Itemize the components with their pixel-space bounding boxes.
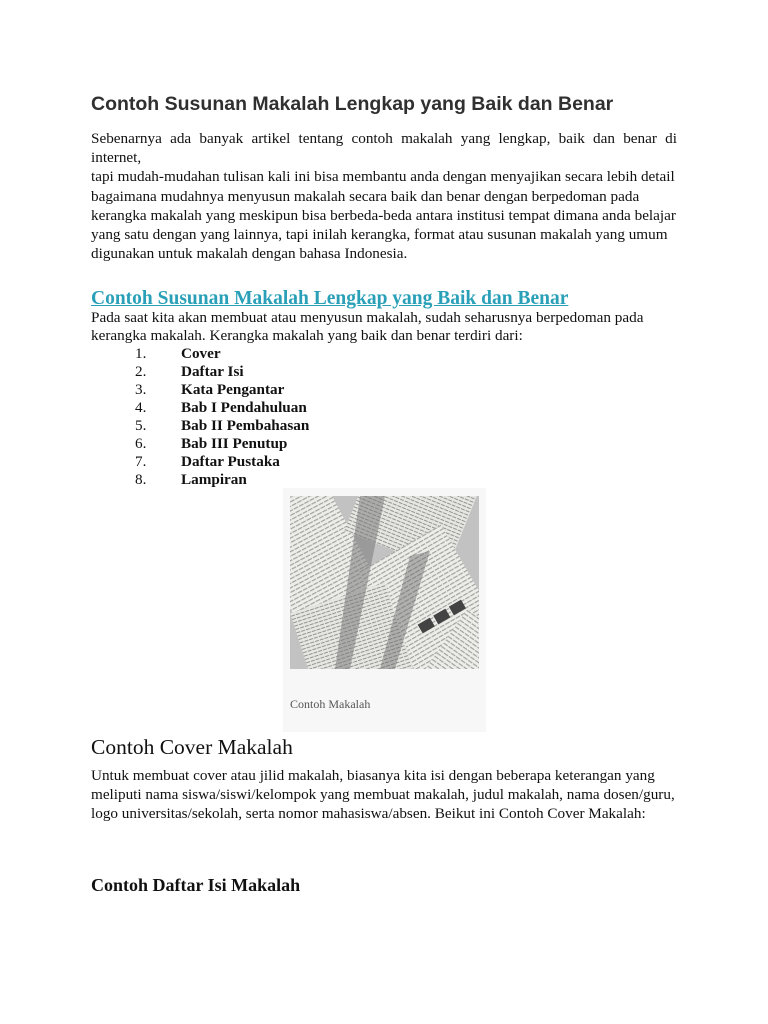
list-text: Lampiran	[181, 471, 247, 488]
paragraph-line: kerangka makalah. Kerangka makalah yang baik dan benar terdiri dari:	[91, 327, 523, 344]
paragraph-line: meliputi nama siswa/siswi/kelompok yang membuat makalah, judul makalah, nama dosen/guru,	[91, 786, 675, 804]
paragraph-line: logo universitas/sekolah, serta nomor mahasiswa/absen. Beikut ini Contoh Cover Makalah:	[91, 805, 646, 823]
list-number: 6.	[135, 435, 147, 452]
paragraph-line: Untuk membuat cover atau jilid makalah, biasanya kita isi dengan beberapa keterangan yang	[91, 767, 655, 784]
list-number: 5.	[135, 417, 147, 434]
cover-paragraph	[91, 766, 677, 824]
list-number: 7.	[135, 453, 147, 470]
intro-line: Sebenarnya ada banyak artikel tentang contoh makalah yang lengkap, baik dan benar di internet,	[91, 130, 677, 167]
list-number: 2.	[135, 363, 147, 380]
list-text: Daftar Isi	[181, 363, 244, 380]
figure	[283, 488, 486, 732]
intro-line: digunakan untuk makalah dengan bahasa Indonesia.	[91, 245, 408, 263]
structure-intro-paragraph	[91, 309, 671, 345]
figure-caption: Contoh Makalah	[290, 697, 371, 711]
intro-line: tapi mudah-mudahan tulisan kali ini bisa membantu anda dengan menyajikan secara lebih detail	[91, 168, 675, 186]
intro-paragraph	[91, 129, 677, 263]
daftar-isi-heading: Contoh Daftar Isi Makalah	[91, 875, 301, 895]
main-heading: Contoh Susunan Makalah Lengkap yang Baik dan Benar	[91, 93, 614, 115]
list-number: 4.	[135, 399, 147, 416]
intro-line: bagaimana mudahnya menyusun makalah secara baik dan benar dengan berpedoman pada	[91, 187, 640, 205]
list-text: Bab II Pembahasan	[181, 417, 310, 434]
cover-heading: Contoh Cover Makalah	[91, 735, 293, 759]
list-number: 3.	[135, 381, 147, 398]
list-text: Cover	[181, 345, 221, 362]
list-number: 1.	[135, 345, 147, 362]
papers-photo	[290, 496, 479, 669]
list-number: 8.	[135, 471, 147, 488]
intro-line: yang satu dengan yang lainnya, tapi inilah kerangka, format atau susunan makalah yang umum	[91, 226, 668, 244]
paragraph-line: Pada saat kita akan membuat atau menyusun makalah, sudah seharusnya berpedoman pada	[91, 309, 644, 326]
section-link-heading[interactable]: Contoh Susunan Makalah Lengkap yang Baik dan Benar	[91, 288, 569, 309]
list-text: Kata Pengantar	[181, 381, 285, 398]
list-text: Bab I Pendahuluan	[181, 399, 307, 416]
list-text: Daftar Pustaka	[181, 453, 280, 470]
intro-line: kerangka makalah yang meskipun bisa berbeda-beda antara institusi tempat dimana anda belajar	[91, 206, 676, 224]
papers-illustration	[290, 496, 479, 669]
list-text: Bab III Penutup	[181, 435, 288, 452]
